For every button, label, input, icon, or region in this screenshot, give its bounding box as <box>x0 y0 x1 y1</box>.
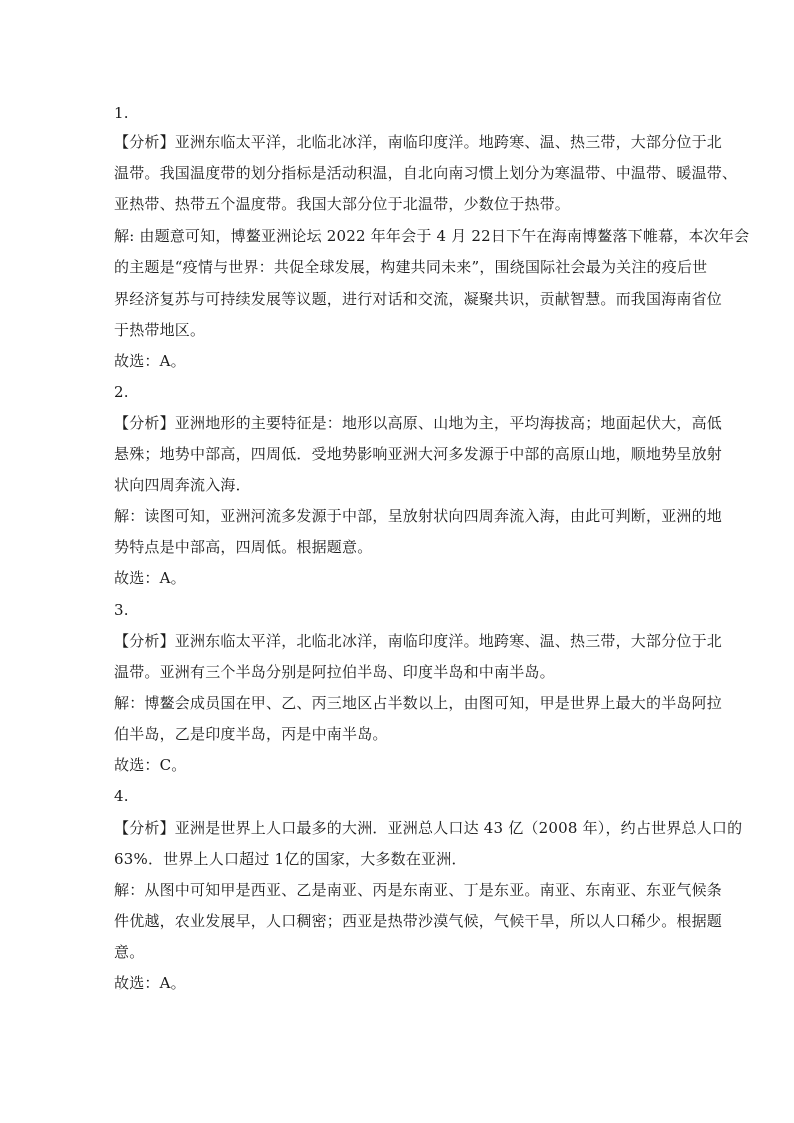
question-number: 4. <box>114 787 129 805</box>
solution-line: 解：博鳌会成员国在甲、乙、丙三地区占半数以上，由图可知，甲是世界上最大的半岛阿拉 <box>114 694 723 712</box>
analysis-line: 亚热带、热带五个温度带。我国大部分位于北温带，少数位于热带。 <box>114 195 571 213</box>
solution-line: 解: 由题意可知，博鳌亚洲论坛 2022 年年会于 4 月 22日下午在海南博鳌落下帷幕，本次年会 <box>114 227 750 245</box>
analysis-line: 【分析】亚洲是世界上人口最多的大洲．亚洲总人口达 43 亿（2008 年），约占世界总人口的 <box>114 819 743 837</box>
solution-line: 伯半岛，乙是印度半岛，丙是中南半岛。 <box>114 725 388 743</box>
question-number: 2. <box>114 383 129 401</box>
analysis-line: 【分析】亚洲东临太平洋，北临北冰洋，南临印度洋。地跨寒、温、热三带，大部分位于北 <box>114 632 723 650</box>
question-number: 1. <box>114 104 129 122</box>
solution-line: 解：从图中可知甲是西亚、乙是南亚、丙是东南亚、丁是东亚。南亚、东南亚、东亚气候条 <box>114 881 723 899</box>
solution-line: 的主题是“疫情与世界：共促全球发展，构建共同未来”，围绕国际社会最为关注的疫后世 <box>114 258 708 276</box>
answer-line: 故选：C。 <box>114 756 187 774</box>
solution-line: 界经济复苏与可持续发展等议题，进行对话和交流，凝聚共识，贡献智慧。而我国海南省位 <box>114 290 723 308</box>
analysis-line: 温带。我国温度带的划分指标是活动积温，自北向南习惯上划分为寒温带、中温带、暖温带、 <box>114 164 738 182</box>
solution-line: 于热带地区。 <box>114 321 206 339</box>
solution-line: 意。 <box>114 943 145 961</box>
analysis-line: 状向四周奔流入海． <box>114 476 251 494</box>
answer-line: 故选：A。 <box>114 352 186 370</box>
solution-line: 件优越，农业发展早，人口稠密；西亚是热带沙漠气候，气候干旱，所以人口稀少。根据题 <box>114 912 723 930</box>
solution-line: 解：读图可知，亚洲河流多发源于中部，呈放射状向四周奔流入海，由此可判断，亚洲的地 <box>114 507 723 525</box>
analysis-line: 温带。亚洲有三个半岛分别是阿拉伯半岛、印度半岛和中南半岛。 <box>114 663 555 681</box>
analysis-line: 63%．世界上人口超过 1亿的国家，大多数在亚洲． <box>114 850 467 868</box>
analysis-line: 【分析】亚洲东临太平洋，北临北冰洋，南临印度洋。地跨寒、温、热三带，大部分位于北 <box>114 133 723 151</box>
answer-line: 故选：A。 <box>114 569 186 587</box>
question-number: 3. <box>114 601 129 619</box>
answer-line: 故选：A。 <box>114 974 186 992</box>
analysis-line: 悬殊；地势中部高，四周低．受地势影响亚洲大河多发源于中部的高原山地，顺地势呈放射 <box>114 445 723 463</box>
analysis-line: 【分析】亚洲地形的主要特征是：地形以高原、山地为主，平均海拔高；地面起伏大，高低 <box>114 414 723 432</box>
solution-line: 势特点是中部高，四周低。根据题意。 <box>114 538 373 556</box>
